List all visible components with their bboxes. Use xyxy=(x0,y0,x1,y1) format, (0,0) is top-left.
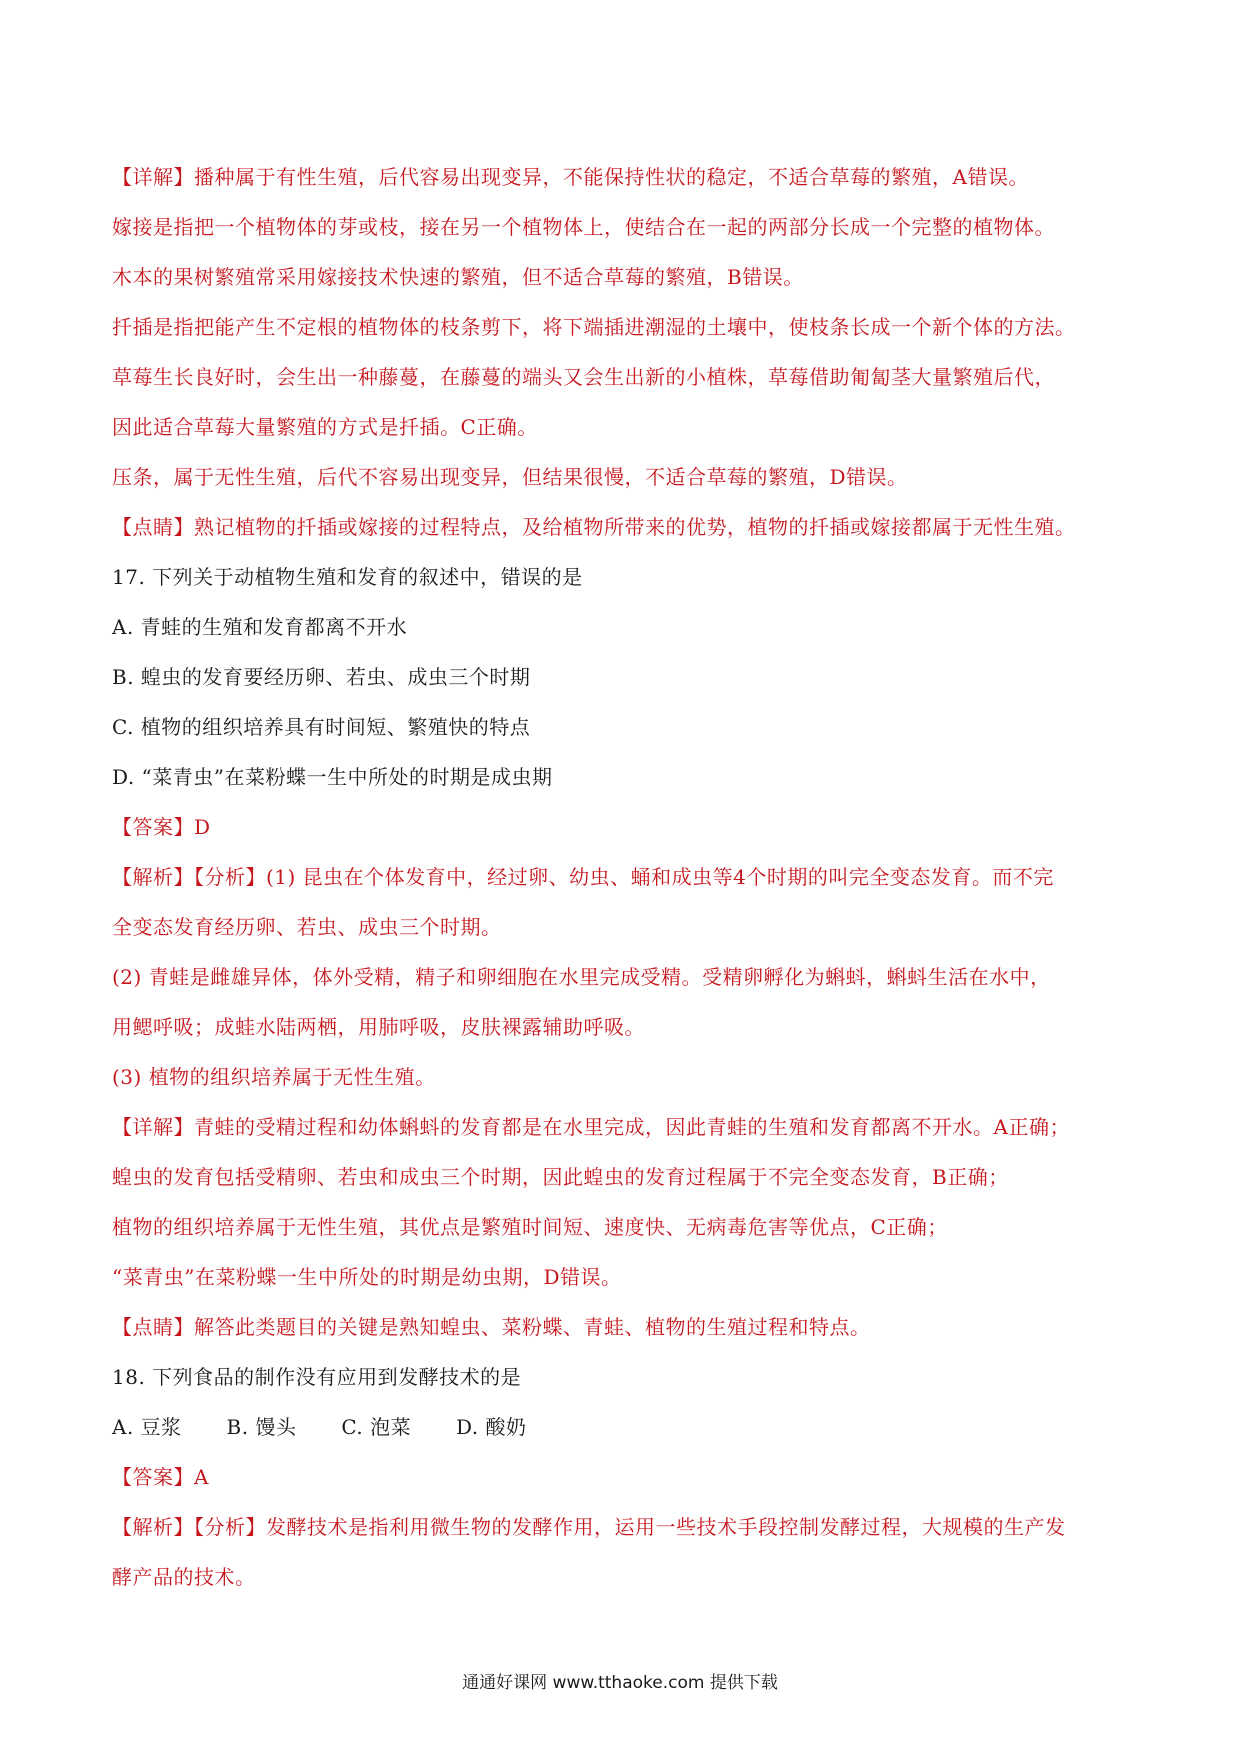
text-line: 【答案】D xyxy=(112,815,211,839)
text-line: 植物的组织培养属于无性生殖，其优点是繁殖时间短、速度快、无病毒危害等优点，C正确； xyxy=(112,1215,948,1239)
text-line: A. 青蛙的生殖和发育都离不开水 xyxy=(112,615,408,639)
text-line: 用鳃呼吸；成蛙水陆两栖，用肺呼吸，皮肤裸露辅助呼吸。 xyxy=(112,1015,645,1039)
text-line: C. 植物的组织培养具有时间短、繁殖快的特点 xyxy=(112,715,531,739)
text-line: 扦插是指把能产生不定根的植物体的枝条剪下，将下端插进潮湿的土壤中，使枝条长成一个新个体的方法。 xyxy=(112,315,1076,339)
text-line: 【点睛】解答此类题目的关键是熟知蝗虫、菜粉蝶、青蛙、植物的生殖过程和特点。 xyxy=(112,1315,871,1339)
text-line: 【解析】【分析】发酵技术是指利用微生物的发酵作用，运用一些技术手段控制发酵过程，大规模的生产发 xyxy=(112,1515,1066,1539)
text-line: 【详解】青蛙的受精过程和幼体蝌蚪的发育都是在水里完成，因此青蛙的生殖和发育都离不开水。A正确； xyxy=(112,1115,1070,1139)
text-line: 全变态发育经历卵、若虫、成虫三个时期。 xyxy=(112,915,502,939)
text-line: 18. 下列食品的制作没有应用到发酵技术的是 xyxy=(112,1365,522,1389)
text-line: 因此适合草莓大量繁殖的方式是扦插。C正确。 xyxy=(112,415,538,439)
text-line: 草莓生长良好时，会生出一种藤蔓，在藤蔓的端头又会生出新的小植株，草莓借助匍匐茎大量繁殖后代， xyxy=(112,365,1055,389)
text-line: 压条，属于无性生殖，后代不容易出现变异，但结果很慢，不适合草莓的繁殖，D错误。 xyxy=(112,465,908,489)
text-line: 嫁接是指把一个植物体的芽或枝，接在另一个植物体上，使结合在一起的两部分长成一个完整的植物体。 xyxy=(112,215,1055,239)
text-line: 【点睛】熟记植物的扦插或嫁接的过程特点，及给植物所带来的优势，植物的扦插或嫁接都属于无性生殖。 xyxy=(112,515,1076,539)
option-b: B. 馒头 xyxy=(226,1415,297,1439)
page-content xyxy=(112,152,1128,1602)
text-block-upper xyxy=(112,152,1128,1402)
question-18-options xyxy=(112,1402,1128,1452)
text-line: “菜青虫”在菜粉蝶一生中所处的时期是幼虫期，D错误。 xyxy=(112,1265,622,1289)
text-line: 木本的果树繁殖常采用嫁接技术快速的繁殖，但不适合草莓的繁殖，B错误。 xyxy=(112,265,804,289)
text-line: 【答案】A xyxy=(112,1465,209,1489)
text-line: 【解析】【分析】(1) 昆虫在个体发育中，经过卵、幼虫、蛹和成虫等4个时期的叫完全变态发育。而不完 xyxy=(112,865,1054,889)
text-line: 【详解】播种属于有性生殖，后代容易出现变异，不能保持性状的稳定，不适合草莓的繁殖，A错误。 xyxy=(112,165,1029,189)
text-line: 酵产品的技术。 xyxy=(112,1565,256,1589)
option-d: D. 酸奶 xyxy=(455,1415,527,1439)
text-line: 17. 下列关于动植物生殖和发育的叙述中，错误的是 xyxy=(112,565,583,589)
text-line: B. 蝗虫的发育要经历卵、若虫、成虫三个时期 xyxy=(112,665,531,689)
text-line: 蝗虫的发育包括受精卵、若虫和成虫三个时期，因此蝗虫的发育过程属于不完全变态发育，B正确； xyxy=(112,1165,1009,1189)
text-line: (2) 青蛙是雌雄异体，体外受精，精子和卵细胞在水里完成受精。受精卵孵化为蝌蚪，蝌蚪生活在水中， xyxy=(112,965,1051,989)
text-line: D. “菜青虫”在菜粉蝶一生中所处的时期是成虫期 xyxy=(112,765,553,789)
page-footer: 通通好课网 www.tthaoke.com 提供下载 xyxy=(462,1673,778,1693)
option-a: A. 豆浆 xyxy=(112,1415,182,1439)
text-block-lower xyxy=(112,1452,1128,1602)
text-line: (3) 植物的组织培养属于无性生殖。 xyxy=(112,1065,436,1089)
option-c: C. 泡菜 xyxy=(341,1415,412,1439)
